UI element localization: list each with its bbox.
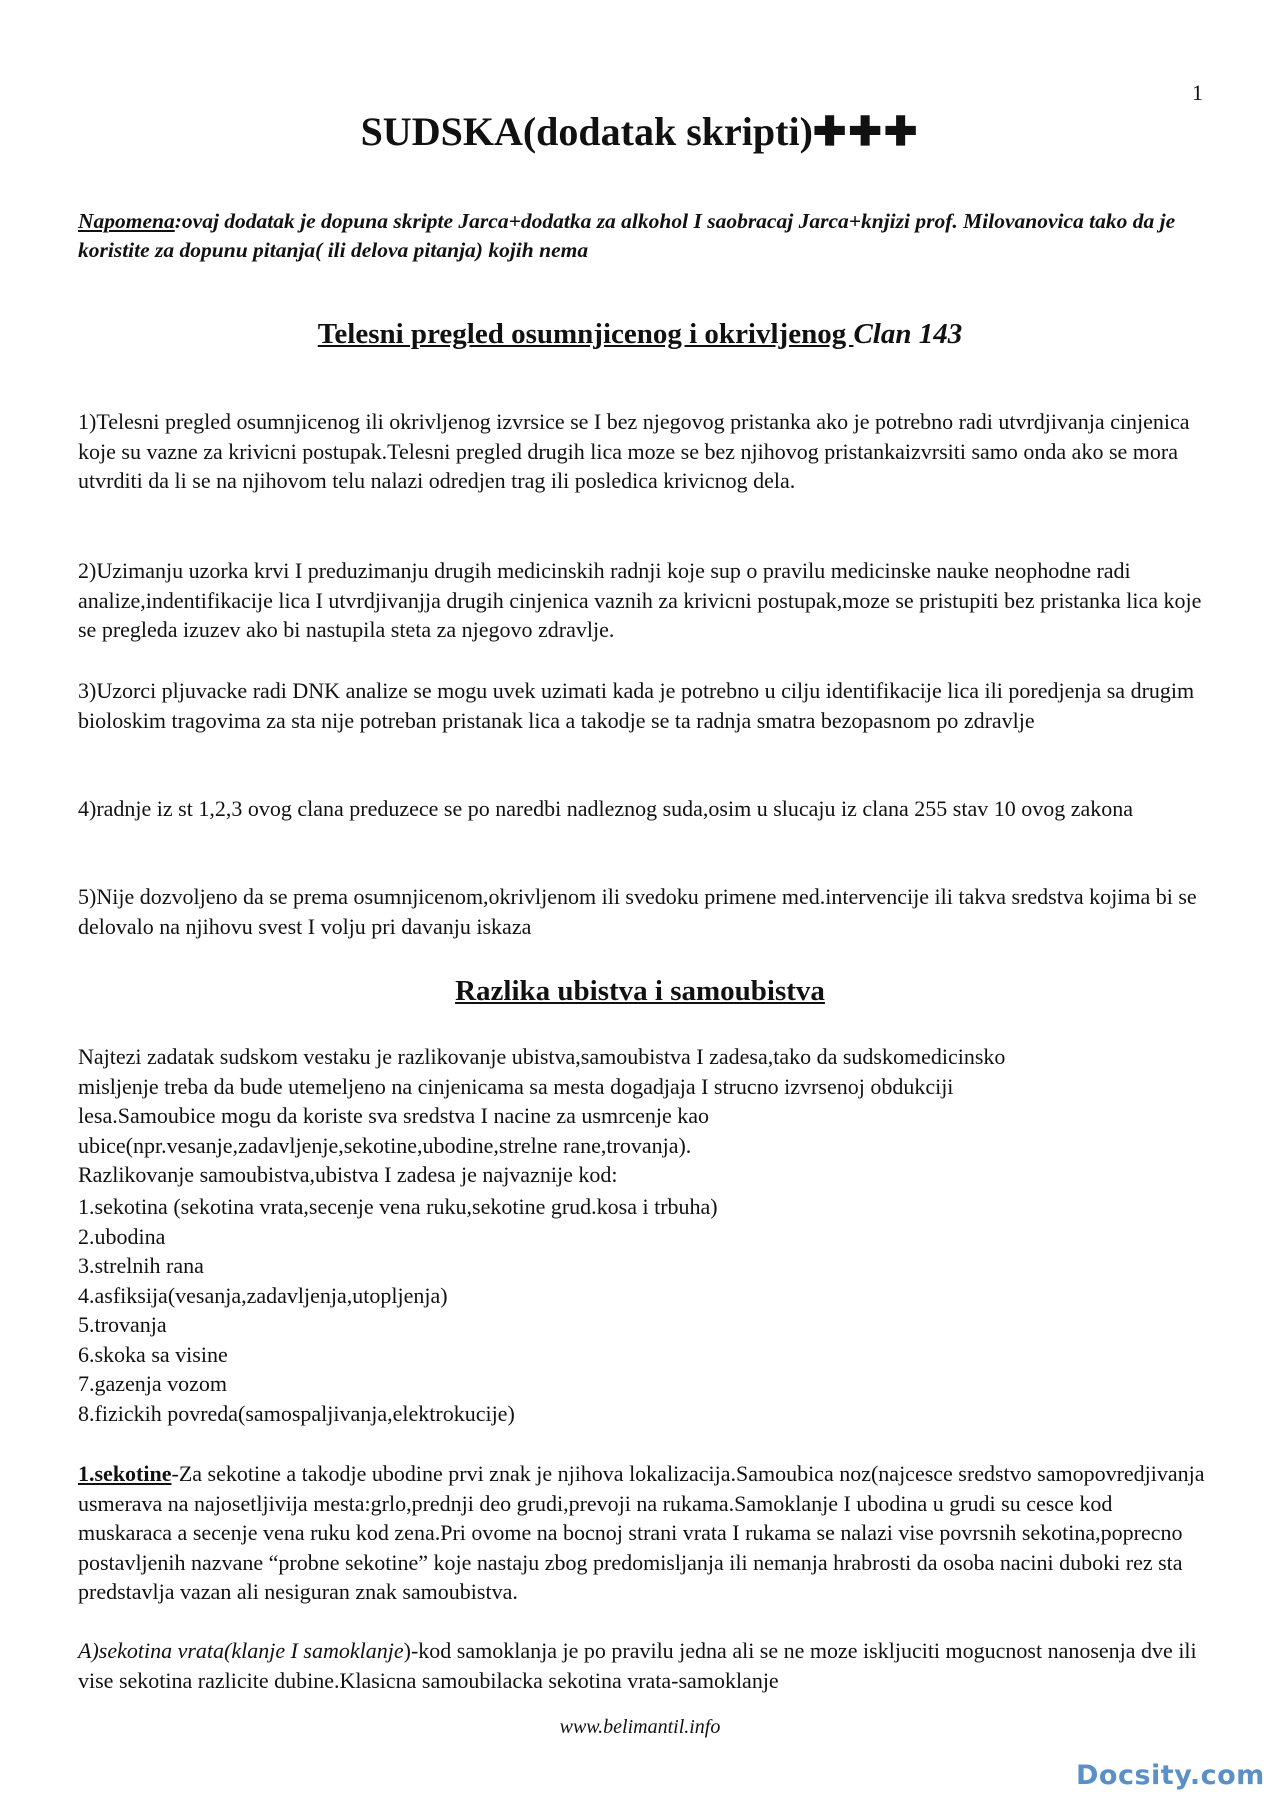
page-number: 1	[1192, 80, 1203, 105]
document-title	[0, 108, 1280, 155]
intro-paragraph	[78, 1042, 1208, 1190]
list-item: 1.sekotina (sekotina vrata,secenje vena ruku,sekotine grud.kosa i trbuha)	[78, 1194, 718, 1219]
section-heading-telesni-pregled	[0, 318, 1280, 351]
cross-icon: ✚✚✚	[812, 109, 920, 154]
intro-line: misljenje treba da bude utemeljeno na cinjenicama sa mesta dogadjaja I strucno izvrsenoj obdukciji	[78, 1073, 954, 1099]
list-item: 6.skoka sa visine	[78, 1341, 228, 1367]
sekotine-term: 1.sekotine	[78, 1461, 172, 1486]
note-label: Napomena	[78, 209, 175, 233]
note-text: :ovaj dodatak je dopuna skripte Jarca+dodatka za alkohol I saobracaj Jarca+knjizi prof. Milovanovica tako da je koristite za dopunu pitanja( ili delova pitanja) kojih nema	[78, 209, 1176, 262]
article-reference: Clan 143	[853, 318, 963, 350]
list-item: 4.asfiksija(vesanja,zadavljenja,utopljenja)	[78, 1282, 448, 1308]
list-item: 7.gazenja vozom	[78, 1371, 228, 1396]
paragraph-2: 2)Uzimanju uzorka krvi I preduzimanju drugih medicinskih radnji koje sup o pravilu medicinske nauke neophodne radi analize,indentifikacije lica I utvrdjivanjja drugih cinjenica vaznih za krivicni postupak,moze se pristupiti bez pristanka lica koje se pregleda izuzev ako bi nastupila steta za njegovo zdravlje.	[78, 558, 1202, 642]
intro-line: lesa.Samoubice mogu da koriste sva sredstva I nacine za usmrcenje kao	[78, 1103, 710, 1128]
list-item: 3.strelnih rana	[78, 1253, 204, 1278]
intro-line: Razlikovanje samoubistva,ubistva I zadesa je najvaznije kod:	[78, 1162, 618, 1187]
paragraph-5: 5)Nije dozvoljeno da se prema osumnjicenom,okrivljenom ili svedoku primene med.intervencije ili takva sredstva kojima bi se delovalo na njihovu svest I volju pri davanju iskaza	[78, 884, 1197, 939]
section-heading-razlika	[0, 975, 1280, 1008]
cases-list	[78, 1192, 1208, 1428]
paragraph-4: 4)radnje iz st 1,2,3 ovog clana preduzece se po naredbi nadleznog suda,osim u slucaju iz clana 255 stav 10 ovog zakona	[78, 796, 1134, 821]
footer-url: www.belimantil.info	[559, 1716, 721, 1738]
list-item: 5.trovanja	[78, 1312, 167, 1337]
sekotina-vrata-term: A)sekotina vrata(klanje I samoklanje	[78, 1638, 404, 1663]
paragraph-1: 1)Telesni pregled osumnjicenog ili okrivljenog izvrsice se I bez njegovog pristanka ako je potrebno radi utvrdjivanja cinjenica koje su vazne za krivicni postupak.Telesni pregled drugih lica moze se bez njihovog pristankaizvrsiti samo onda ako se mora utvrditi da li se na njihovom telu nalazi odredjen trag ili posledica krivicnog dela.	[78, 409, 1190, 493]
list-item: 2.ubodina	[78, 1223, 166, 1249]
sekotina-vrata-text: )-kod samoklanja je po pravilu jedna ali se ne moze iskljuciti mogucnost nanosenja dve ili vise sekotina razlicite dubine.Klasicna samoubilacka sekotina vrata-samoklanje	[78, 1638, 1197, 1693]
intro-line: ubice(npr.vesanje,zadavljenje,sekotine,ubodine,strelne rane,trovanja).	[78, 1132, 692, 1158]
sekotine-text: -Za sekotine a takodje ubodine prvi znak je njihova lokalizacija.Samoubica noz(najcesce sredstvo samopovredjivanja usmerava na najosetljivija mesta:grlo,prednji deo grudi,prevoji na rukama.Samoklanje I ubodina u grudi su cesce kod muskaraca a secenje vena ruku kod zena.Pri ovome na bocnoj strani vrata I rukama se nalazi vise povrsnih sekotina,poprecno postavljenih nazvane “probne sekotine” koje nastaju zbog predomisljanja ili nemanja hrabrosti da osoba nacini duboki rez sta predstavlja vazan ali nesiguran znak samoubistva.	[78, 1461, 1205, 1604]
sekotina-vrata-paragraph	[78, 1636, 1208, 1695]
docsity-watermark: Docsity.com	[1076, 1760, 1265, 1791]
document-title-text: SUDSKA(dodatak skripti)	[360, 109, 813, 154]
intro-line: Najtezi zadatak sudskom vestaku je razlikovanje ubistva,samoubistva I zadesa,tako da sudskomedicinsko	[78, 1044, 1006, 1069]
list-item: 8.fizickih povreda(samospaljivanja,elektrokucije)	[78, 1400, 515, 1426]
note-paragraph	[78, 207, 1208, 265]
section-heading-text: Telesni pregled osumnjicenog i okrivljenog	[317, 318, 854, 350]
section-heading-text: Razlika ubistva i samoubistva	[455, 975, 825, 1007]
sekotine-paragraph	[78, 1459, 1208, 1607]
paragraph-3: 3)Uzorci pljuvacke radi DNK analize se mogu uvek uzimati kada je potrebno u cilju identifikacije lica ili poredjenja sa drugim bioloskim tragovima za sta nije potreban pristanak lica a takodje se ta radnja smatra bezopasnom po zdravlje	[78, 678, 1195, 733]
